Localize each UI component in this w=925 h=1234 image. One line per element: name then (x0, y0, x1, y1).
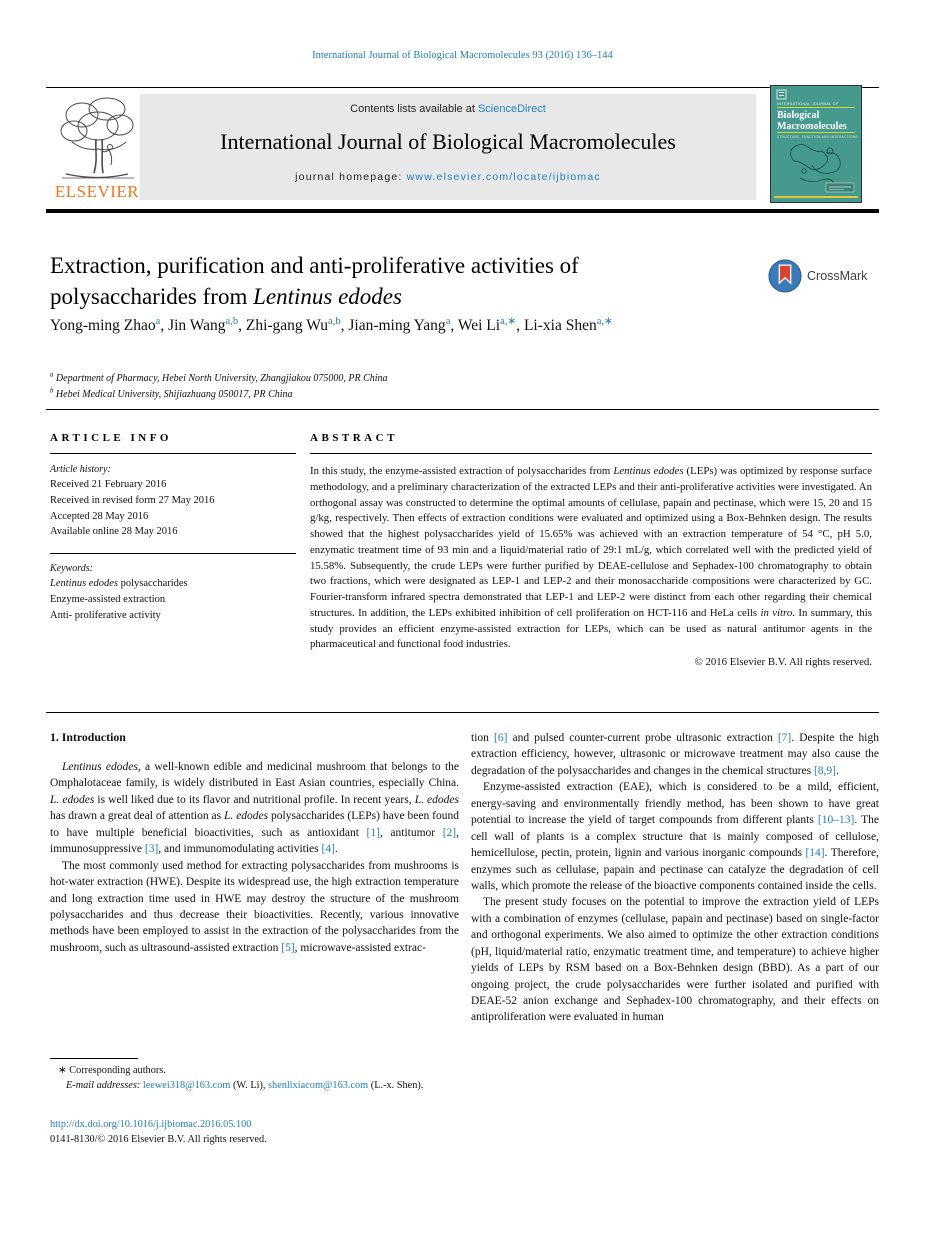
issn-copyright-line: 0141-8130/© 2016 Elsevier B.V. All rights reserved. (50, 1134, 267, 1146)
affiliation-b: $^b$ Hebei Medical University, Shijiazhuang 050017, PR China (50, 387, 293, 400)
abstract-text: In this study, the enzyme-assisted extraction of polysaccharides from Lentinus edodes (LEPs) was optimized by response surface methodology, and a preliminary characterization of the extracted LEPs and their anti-proliferative activities were investigated. An orthogonal assay was constructed to determine the optimal amounts of cellulase, papain and pectinase, which were 15, 20 and 15 g/kg, respectively. Then effects of extraction conditions were evaluated and optimized using a Box-Behnken design. The results showed that the highest polysaccharides yield of 15.65% was achieved with an extraction temperature of 54 °C, pH 5.0, enzymatic treatment time of 93 min and a liquid/material ratio of 29:1 mL/g, which correlated well with the predicted yield of 15.58%. Subsequently, the crude LEPs were further purified by DEAE-cellulose and Sephadex-100 chromatography to obtain two fractions, which were designated as LEP-1 and LEP-2 and their monosaccharide compositions were characterized by GC. Fourier-transform infrared spectra demonstrated that LEP-1 and LEP-2 were distinct from each other regarding their chemical structures. In addition, the LEPs exhibited inhibition of cell proliferation on HCT-116 and HeLa cells in vitro. In summary, this study provides an efficient enzyme-assisted extraction for LEPs, which can be used as natural antitumor agents in the pharmaceutical and functional food industries. (310, 465, 873, 651)
body-right-column (471, 730, 879, 1026)
keyword-3: Anti- proliferative activity (50, 609, 161, 621)
cover-kicker: INTERNATIONAL JOURNAL OF (777, 102, 839, 106)
history-online: Available online 28 May 2016 (50, 526, 178, 538)
masthead-bottom-rule (46, 209, 879, 213)
abstract-bottom-rule (46, 712, 879, 713)
body-left-column (50, 730, 459, 956)
corresponding-authors-note: ∗ Corresponding authors. (58, 1065, 166, 1076)
article-info-column (50, 432, 296, 623)
journal-cover-thumbnail (770, 85, 862, 203)
contents-lists-text: Contents lists available at (350, 103, 478, 115)
crossmark-icon (768, 259, 802, 293)
intro-paragraph-3: tion [6] and pulsed counter-current probe ultrasonic extraction [7]. Despite the high extraction efficiency, however, ultrasonic or microwave treatment may also cause the degradation of the polysaccharides and changes in the chemical structures [8,9]. (471, 732, 879, 777)
article-history-label: Article history: (50, 464, 111, 475)
footnote-rule (50, 1058, 138, 1059)
article-info-heading: ARTICLE INFO (50, 432, 172, 444)
homepage-label: journal homepage: (295, 171, 407, 183)
homepage-url-link[interactable]: www.elsevier.com/locate/ijbiomac (406, 171, 601, 183)
elsevier-tree-icon (52, 93, 142, 179)
intro-paragraph-5: The present study focuses on the potential to improve the extraction yield of LEPs with a combination of enzymes (cellulase, papain and pectinase) based on single-factor and orthogonal experiments. We also aimed to optimize the other extraction conditions (pH, liquid/material ratio, enzymatic treatment time, and temperature) to achieve higher yields of LEPs by RSM based on a Box-Behnken design (BBD). As a part of our ongoing project, the crude polysaccharides were further isolated and purified with DEAE-52 anion exchange and Sephadex-100 chromatography, and their effects on antiproliferation were evaluated in human (471, 896, 879, 1024)
cover-title-line1: Biological (777, 110, 820, 121)
affiliation-a: $^a$ Department of Pharmacy, Hebei North University, Zhangjiakou 075000, PR China (50, 371, 388, 384)
elsevier-wordmark: ELSEVIER (54, 182, 140, 201)
journal-cover-art (770, 85, 862, 203)
section-divider-rule (46, 409, 879, 410)
masthead-banner (140, 94, 756, 200)
abstract-column (310, 432, 872, 668)
intro-paragraph-1: Lentinus edodes, a well-known edible and medicinal mushroom that belongs to the Omphalotaceae family, is widely distributed in East Asian countries, especially China. L. edodes is well liked due to its flavor and nutritional profile. In recent years, L. edodes has drawn a great deal of attention as L. edodes polysaccharides (LEPs) have been found to have multiple beneficial bioactivities, such as antioxidant [1], antitumor [2], immunosuppressive [3], and immunomodulating activities [4]. (50, 761, 460, 856)
journal-title: International Journal of Biological Macromolecules (220, 129, 676, 154)
footnote-block (50, 1058, 459, 1094)
article-info-heading-rule (50, 453, 296, 454)
journal-citation-header[interactable]: International Journal of Biological Macromolecules 93 (2016) 136–144 (312, 50, 613, 61)
abstract-heading-rule (310, 453, 872, 454)
intro-paragraph-2: The most commonly used method for extracting polysaccharides from mushrooms is hot-water extraction (HWE). Despite its widespread use, the high extraction temperature and long extraction time used in HWE may destroy the structure of the mushroom polysaccharides and thus decrease their bioactivities. Recently, various innovative methods have been employed to assist in the extraction of the polysaccharides from the mushroom, such as ultrasound-assisted extraction [5], microwave-assisted extrac- (50, 859, 459, 954)
journal-homepage-line (140, 171, 756, 183)
crossmark-badge[interactable] (768, 254, 876, 298)
keywords-divider-rule (50, 553, 296, 554)
introduction-heading: 1. Introduction (50, 730, 126, 744)
history-accepted: Accepted 28 May 2016 (50, 510, 149, 522)
doi-block (50, 1117, 459, 1148)
keyword-1: Lentinus edodes polysaccharides (50, 578, 188, 589)
history-received: Received 21 February 2016 (50, 479, 167, 490)
crossmark-label: CrossMark (807, 269, 868, 283)
keyword-2: Enzyme-assisted extraction (50, 593, 166, 605)
contents-lists-line (140, 103, 756, 115)
masthead-top-rule (46, 87, 879, 88)
intro-paragraph-4: Enzyme-assisted extraction (EAE), which is considered to be a mild, efficient, energy-saving and environmentally friendly method, has been shown to have great potential to increase the yield of target compounds from different plants [10–13]. The cell wall of plants is a complex structure that is mainly composed of cellulose, hemicellulose, pectin, protein, lignin and various inorganic compounds [14]. Therefore, enzymes such as cellulase, papain and pectinase can catalyze the degradation of cell walls, which promote the release of the bioactive components contained inside the cells. (471, 781, 879, 892)
sciencedirect-link[interactable]: ScienceDirect (477, 103, 546, 115)
abstract-heading: ABSTRACT (310, 432, 398, 444)
author-list: Yong-ming Zhao$^a$, Jin Wang$^{a,b}$, Zhi-gang Wu$^{a,b}$, Jian-ming Yang$^a$, Wei $Li^{a,∗}$, Li-xia Shen$^{a,∗}$ (50, 315, 613, 334)
article-title: Extraction, purification and anti-proliferative activities of polysaccharides from Lentinus edodes (50, 253, 579, 310)
copyright-line: © 2016 Elsevier B.V. All rights reserved. (694, 656, 872, 668)
cover-subline: STRUCTURE, FUNCTION AND INTERACTIONS (777, 135, 858, 139)
elsevier-logo (52, 93, 142, 202)
keywords-label: Keywords: (50, 563, 93, 574)
affiliations (50, 371, 750, 402)
cover-title-line2: Macromolecules (777, 121, 847, 132)
doi-link[interactable]: http://dx.doi.org/10.1016/j.ijbiomac.2016.05.100 (50, 1119, 252, 1130)
email-addresses-line: E-mail addresses: leewei318@163.com (W. Li), shenlixiacom@163.com (L.-x. Shen). (66, 1079, 424, 1091)
history-revised: Received in revised form 27 May 2016 (50, 494, 215, 506)
